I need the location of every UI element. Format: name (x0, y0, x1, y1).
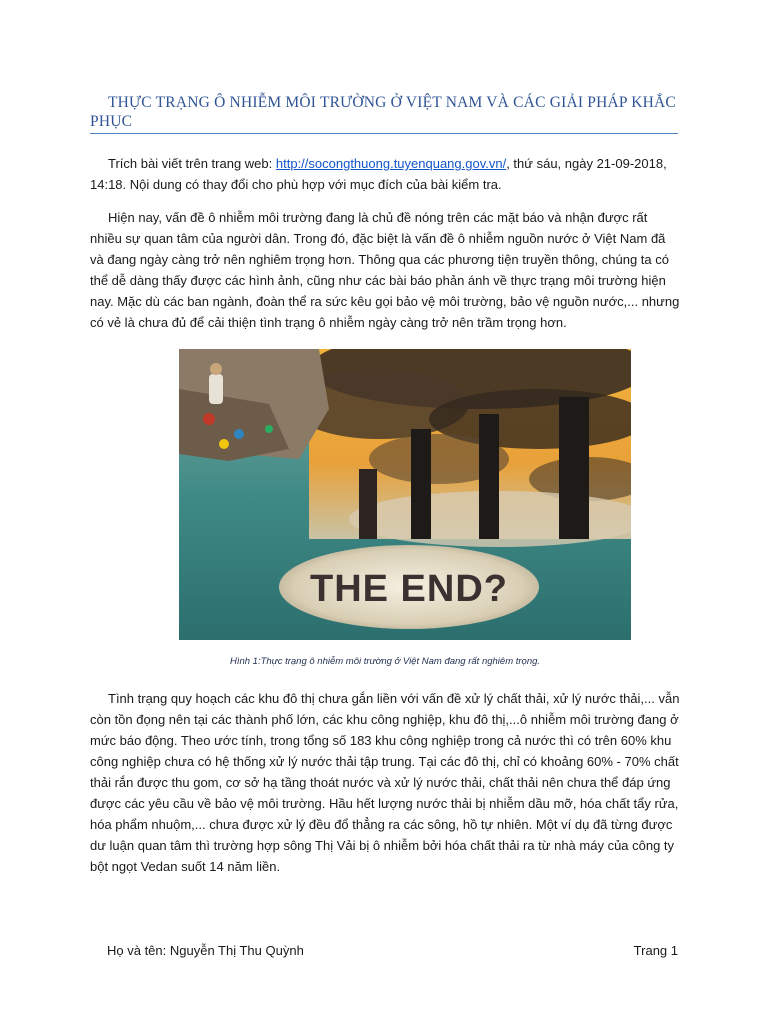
title-divider (90, 133, 678, 134)
pollution-photo (179, 349, 631, 640)
intro-text-after-link: , thứ sáu, ngày 21-09-2018, 14:18. Nội dung có thay đổi cho phù hợp với mục đích của bài kiểm tra. (90, 156, 667, 192)
the-end-sign: THE END? (310, 568, 508, 610)
body-paragraph-2: Tình trạng quy hoạch các khu đô thị chưa gắn liền với vấn đề xử lý chất thải, xử lý nước thải,... vẫn còn tồn đọng nên tại các thành phố lớn, các khu công nghiệp, khu đô thị,...ô nhiễm môi trường đang ở mức báo động. Theo ước tính, trong tổng số 183 khu công nghiệp trong cả nước thì có trên 60% khu công nghiệp chưa có hệ thống xử lý nước thải tập trung. Tại các đô thị, chỉ có khoảng 60% - 70% chất thải rắn được thu gom, cơ sở hạ tầng thoát nước và xử lý nước thải, chất thải nên chưa thể đáp ứng được các yêu cầu về bảo vệ môi trường. Hầu hết lượng nước thải bị nhiễm dầu mỡ, hóa chất tẩy rửa, hóa phẩm nhuộm,... chưa được xử lý đều đổ thẳng ra các sông, hồ tự nhiên. Một ví dụ đã từng được dư luận quan tâm thì trường hợp sông Thị Vải bị ô nhiễm bởi hóa chất thải ra từ nhà máy của công ty bột ngọt Vedan suốt 14 năm liền. (90, 691, 680, 874)
body-paragraph-1: Hiện nay, vấn đề ô nhiễm môi trường đang là chủ đề nóng trên các mặt báo và nhận được rất nhiều sự quan tâm của người dân. Trong đó, đặc biệt là vấn đề ô nhiễm nguồn nước ở Việt Nam đã và đang ngày càng trở nên nghiêm trọng hơn. Thông qua các phương tiện truyền thông, chúng ta có thể dễ dàng thấy được các hình ảnh, cũng như các bài báo phản ánh về thực trạng môi trường hiện nay. Mặc dù các ban ngành, đoàn thể ra sức kêu gọi bảo vệ môi trường, bảo vệ nguồn nước,... nhưng có vẻ là chưa đủ để cải thiện tình trạng ô nhiễm ngày càng trở nên trầm trọng hơn. (90, 210, 680, 330)
page-title: THỰC TRẠNG Ô NHIỄM MÔI TRƯỜNG Ở VIỆT NAM VÀ CÁC GIẢI PHÁP KHẮC PHỤC (90, 94, 676, 130)
footer-author: Họ và tên: Nguyễn Thị Thu Quỳnh (107, 943, 304, 958)
footer-page-number: Trang 1 (633, 943, 678, 958)
pollution-photo-illustration (179, 349, 631, 640)
intro-paragraph (90, 153, 680, 195)
intro-text-before-link: Trích bài viết trên trang web: (108, 156, 276, 171)
figure-caption: Hình 1:Thực trạng ô nhiễm môi trường ở Việt Nam đang rất nghiêm trọng. (229, 656, 541, 667)
source-link[interactable]: http://socongthuong.tuyenquang.gov.vn/ (275, 156, 507, 171)
